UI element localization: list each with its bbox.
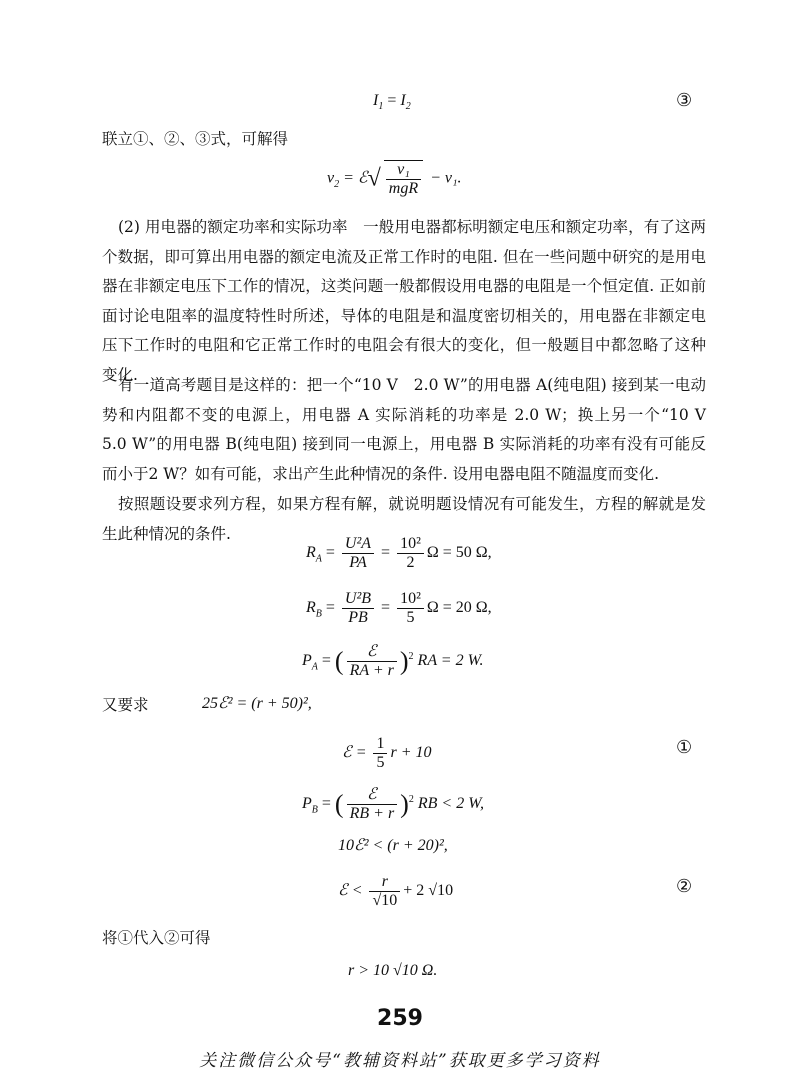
equation-rb: $R_B$ = $\frac{\text{U²B}}{PB}$ = $\frac{\text{10²}}{5}$ Ω = 20 Ω, — [306, 590, 492, 626]
paragraph-exam-problem: 有一道高考题目是这样的：把一个“10 V 2.0 W”的用电器 A(纯电阻) 接到某一电动势和内阻都不变的电源上，用电器 A 实际消耗的功率是 2.0 W；换上另一个“10 V 5.0 W”的用电器 B(纯电阻) 接到同一电源上，用电器 B 实际消耗的功率有没有可能反而小于2 W？如有可能，求出产生此种情况的条件. 设用电器电阻不随温度而变化. — [102, 376, 722, 483]
paragraph-method: 按照题设要求列方程，如果方程有解，就说明题设情况有可能发生，方程的解就是发生此种情况的条件. — [102, 495, 706, 543]
equation-marker-1: ① — [676, 737, 693, 758]
eq-sub: A — [315, 553, 322, 565]
eq-part: − v₁. — [426, 169, 462, 187]
frac-num: ℰ — [347, 643, 397, 662]
eq-sign: = — [383, 92, 401, 109]
eq-part: ℰ = — [342, 744, 371, 762]
eq-part: ℰ < — [338, 882, 367, 900]
frac-den: PA — [349, 554, 367, 571]
frac-den: RA + r — [349, 662, 394, 679]
equation-pa: $P_A$ = ( $\frac{\text{ℰ}}{RA + r}$ )$^2$ RA = 2 W. — [302, 643, 484, 679]
equation-e1 — [342, 735, 432, 772]
eq-sub: 2 — [334, 178, 340, 190]
eq-part: + 2 √10 — [403, 882, 454, 900]
eq-symbol: I — [373, 92, 379, 109]
frac-num: 10² — [397, 590, 424, 609]
equation-i1-i2 — [373, 92, 411, 112]
paragraph-substitute: 将①代入②可得 — [102, 929, 211, 947]
equation-e2 — [338, 873, 453, 910]
equation-25e2: 25ℰ² = (r + 50)², — [202, 695, 312, 712]
equation-marker-2: ② — [676, 876, 693, 897]
eq-part: Ω = 50 Ω, — [426, 544, 492, 562]
footer-watermark: 关注微信公众号“教辅资料站”获取更多学习资料 — [199, 1051, 601, 1071]
frac-num: U²A — [342, 535, 374, 554]
eq-symbol: R — [306, 599, 316, 617]
frac-den: 5 — [406, 609, 415, 626]
equation-marker-3: ③ — [676, 90, 693, 111]
eq-part: r + 10 — [390, 744, 432, 762]
frac-num: v₁ — [386, 161, 421, 180]
eq-part: RA = 2 W. — [417, 652, 484, 670]
eq-sub: 2 — [405, 101, 411, 113]
equation-final: r > 10 √10 Ω. — [348, 962, 438, 979]
frac-num: r — [369, 873, 400, 892]
paragraph-combine: 联立①、②、③式，可解得 — [102, 130, 289, 148]
frac-den: 5 — [376, 754, 385, 771]
frac-den: mgR — [388, 180, 419, 197]
eq-fraction — [384, 160, 423, 198]
frac-num: 10² — [397, 535, 424, 554]
frac-den: RB + r — [349, 805, 395, 822]
page-number: 259 — [377, 1006, 423, 1031]
eq-sub: A — [311, 661, 318, 673]
eq-symbol: v — [327, 169, 335, 187]
equation-pb: $P_B$ = ( $\frac{\text{ℰ}}{RB + r}$ )$^2$ RB < 2 W, — [302, 786, 485, 822]
eq-part: = ℰ — [339, 169, 368, 187]
eq-sub: B — [315, 608, 322, 620]
equation-10e2: 10ℰ² < (r + 20)², — [338, 837, 448, 854]
eq-symbol: R — [306, 544, 316, 562]
eq-sub: B — [311, 804, 318, 816]
frac-den: √10 — [372, 892, 398, 909]
frac-num: ℰ — [347, 786, 398, 805]
eq-symbol: I — [400, 92, 406, 109]
equation-v2: $v_2$ = ℰ√ $\frac{\text{v₁}}{\text{mgR}}$ − v₁. — [327, 161, 462, 197]
eq-sub: 1 — [378, 101, 384, 113]
frac-num: 1 — [373, 735, 387, 754]
label-also-require: 又要求 — [102, 696, 149, 714]
eq-part: RB < 2 W, — [417, 795, 485, 813]
eq-symbol: P — [302, 652, 312, 670]
equation-ra: $R_A$ = $\frac{\text{U²A}}{PA}$ = $\frac{\text{10²}}{2}$ Ω = 50 Ω, — [306, 535, 492, 571]
eq-part: Ω = 20 Ω, — [426, 599, 492, 617]
paragraph-rated-power: (2) 用电器的额定功率和实际功率 一般用电器都标明额定电压和额定功率，有了这两个数据，即可算出用电器的额定电流及正常工作时的电阻. 但在一些问题中研究的是用电器在非额定电压下工作的情况，这类问题一般都假设用电器的电阻是一个恒定值. 正如前面讨论电阻率的温度特性时所述，导体的电阻是和温度密切相关的，用电器在非额定电压下工作时的电阻和它正常工作时的电阻会有很大的变化，但一般题目中都忽略了这种变化. — [102, 218, 706, 384]
frac-den: PB — [348, 609, 368, 626]
eq-symbol: P — [302, 795, 312, 813]
frac-num: U²B — [342, 590, 374, 609]
frac-den: 2 — [406, 554, 415, 571]
